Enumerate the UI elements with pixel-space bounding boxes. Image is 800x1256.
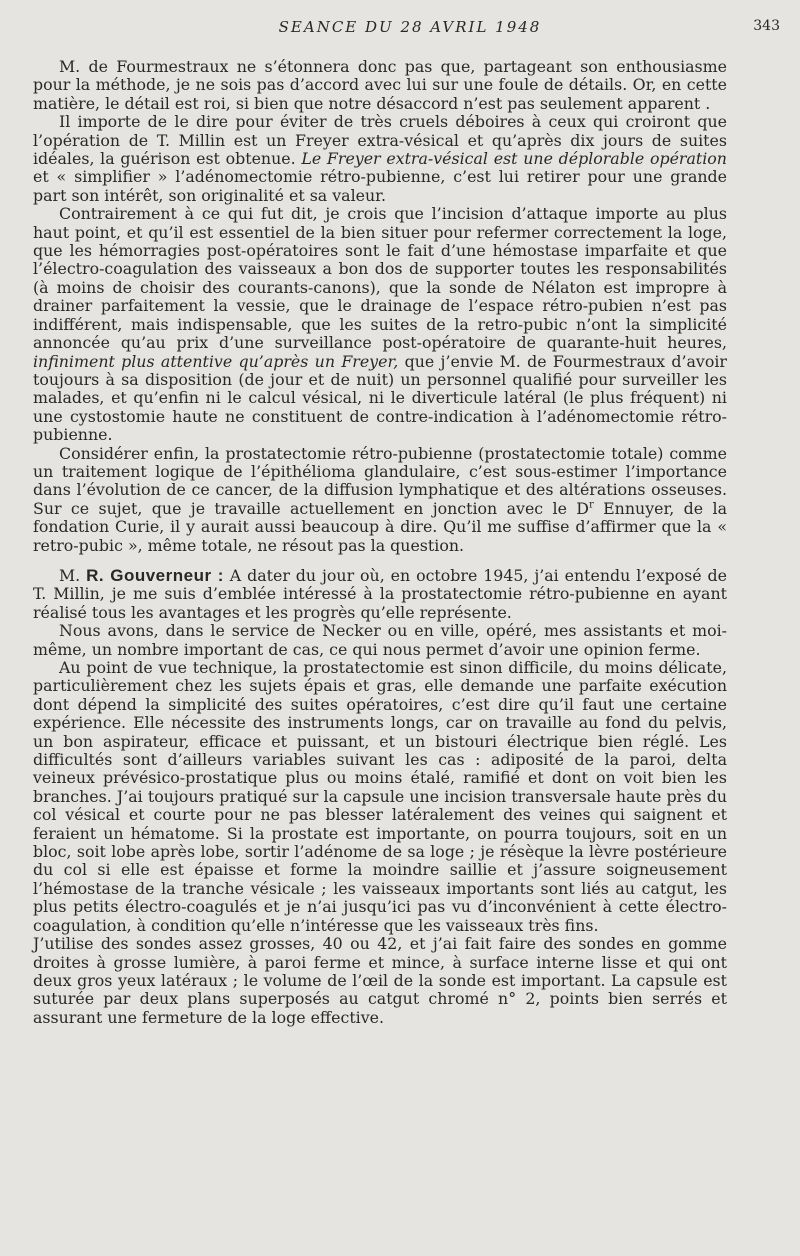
superscript: r (588, 499, 594, 511)
paragraph-text: J’utilise des sondes assez grosses, 40 ou 42, et j’ai fait faire des sondes en gomme droites à grosse lumière, à paroi ferme et mince, à surface interne lisse et qui ont deux gros yeux latéraux ; le volume de l’œil de la sonde est important. La capsule est suturée par deux plans superposés au catgut chromé n° 2, points bien serrés et assurant une fermeture de la loge effective. (33, 934, 727, 1027)
page-number: 343 (753, 18, 780, 34)
paragraph-text: Contrairement à ce qui fut dit, je crois que l’incision d’attaque importe au plus haut point, et qu’il est essentiel de la bien situer pour refermer correctement la loge, que les hémorragies post-opératoires sont le fait d’une hémostase imparfaite et que l’électro-coagulation des vaisseaux a bon dos de supporter toutes les responsabilités (à moins de choisir des courants-canons), que la sonde de Nélaton est impropre à drainer parfaitement la vessie, que le drainage de l’espace rétro-pubien n’est pas indifférent, mais indispensable, que les suites de la retro-pubic n’ont la simplicité annoncée qu’au prix d’une surveillance post-opératoire de quarante-huit heures, (33, 204, 727, 353)
paragraph (33, 622, 727, 659)
paragraph-text: Considérer enfin, la prostatectomie rétro-pubienne (prostatectomie totale) comme un traitement logique de l’épithélioma glandulaire, c’est sous-estimer l’importance dans l’évolution de ce cancer, de la diffusion lymphatique et des altérations osseuses. Sur ce sujet, que je travaille actuellement en jonction avec le D (33, 443, 727, 518)
paragraph-text: Il importe de le dire pour éviter de très cruels déboires à ceux qui croiront que l’opération de T. Millin est un Freyer extra-vésical et qu’après dix jours de suites idéales, la guérison est obtenue. (33, 112, 727, 169)
paragraph-text: A dater du jour où, en octobre 1945, j’ai entendu l’exposé de T. Millin, je me suis d’emblée intéressé à la prostatectomie rétro-pubienne en ayant réalisé tous les avantages et les progrès qu’elle représente. (33, 565, 728, 622)
body-text (33, 58, 727, 1027)
paragraph (33, 445, 727, 555)
paragraph-text: M. de Fourmestraux ne s’étonnera donc pas que, partageant son enthousiasme pour la méthode, je ne sois pas d’accord avec lui sur une foule de détails. Or, en cette matière, le détail est roi, si bien que notre désaccord n’est pas seulement apparent . (33, 57, 727, 113)
paragraph-text: que j’envie M. de Fourmestraux d’avoir toujours à sa disposition (de jour et de nuit) un personnel qualifié pour surveiller les malades, et qu’enfin ni le calcul vésical, ni le diverticule latéral (le plus fréquent) ni une cystostomie haute ne constituent de contre-indication à l’adénomectomie rétro-pubienne. (33, 351, 727, 445)
running-title: SEANCE DU 28 AVRIL 1948 (278, 18, 542, 36)
paragraph (33, 567, 727, 622)
paragraph (33, 935, 727, 1027)
speaker-name: R. Gouverneur : (86, 565, 224, 585)
paragraph (33, 58, 727, 113)
speaker-prefix: M. (59, 565, 81, 585)
paragraph-text: Au point de vue technique, la prostatectomie est sinon difficile, du moins délicate, particulièrement chez les sujets épais et gras, elle demande une parfaite exécution dont dépend la simplicité des suites opératoires, c’est dire qu’il faut une certaine expérience. Elle nécessite des instruments longs, car on travaille au fond du pelvis, un bon aspirateur, efficace et puissant, et un bistouri électrique bien réglé. Les difficultés sont d’ailleurs variables suivant les cas : adiposité de la paroi, delta veineux prévésico-prostatique plus ou moins étalé, ramifié et dont on voit bien les branches. J’ai toujours pratiqué sur la capsule une incision transversale haute près du col vésical et courte pour ne pas blesser latéralement des veines qui saignent et feraient un hématome. Si la prostate est importante, on pourra toujours, soit en un bloc, soit lobe après lobe, sortir l’adénome de sa loge ; je résèque la lèvre postérieure du col si elle est épaisse et forme la moindre saillie et j’assure soigneusement l’hémostase de la tranche vésicale ; les vaisseaux importants sont liés au catgut, les plus petits électro-coagulés et je n’ai jusqu’ici pas vu d’inconvénient à cette électro-coagulation, à condition qu’elle n’intéresse que les vaisseaux très fins. (33, 658, 727, 935)
paragraph-text: Nous avons, dans le service de Necker ou en ville, opéré, mes assistants et moi-même, un nombre important de cas, ce qui nous permet d’avoir une opinion ferme. (33, 621, 727, 659)
page-header (40, 18, 780, 40)
paragraph-text: Ennuyer, de la fondation Curie, il y aurait aussi beaucoup à dire. Qu’il me suffise d’affirmer que la « retro-pubic », même totale, ne résout pas la question. (33, 498, 727, 555)
italic-emphasis: infiniment plus attentive qu’après un Freyer, (33, 351, 399, 371)
paragraph (33, 205, 727, 444)
paragraph (33, 113, 727, 205)
italic-emphasis: Le Freyer extra-vésical est une déplorable opération (301, 149, 727, 169)
paragraph (33, 659, 727, 935)
paragraph-text: et « simplifier » l’adénomectomie rétro-pubienne, c’est lui retirer pour une grande part son intérêt, son originalité et sa valeur. (33, 167, 727, 205)
